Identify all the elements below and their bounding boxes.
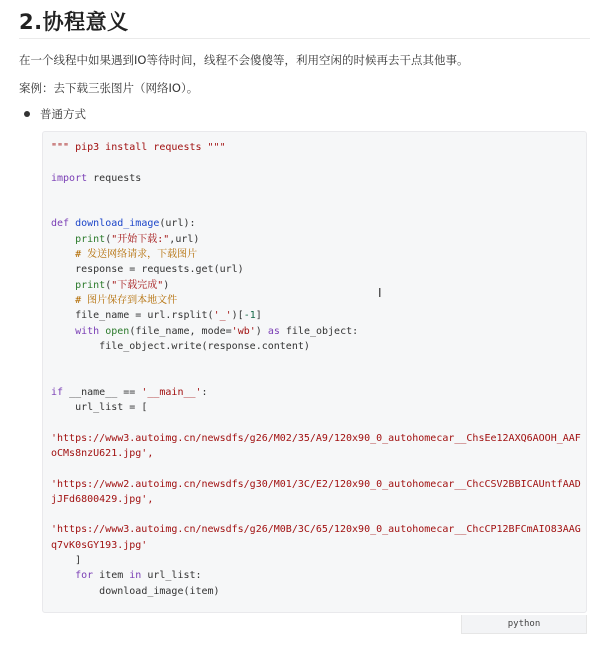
code-text: file_name = url.rsplit( bbox=[75, 310, 214, 322]
code-text: (file_name, mode= bbox=[129, 325, 232, 337]
example-paragraph: 案例：去下载三张图片（网络IO）。 bbox=[19, 81, 199, 95]
code-string: 'wb' bbox=[231, 325, 256, 337]
intro-paragraph: 在一个线程中如果遇到IO等待时间，线程不会傻傻等，利用空闲的时候再去干点其他事。 bbox=[19, 53, 469, 67]
code-url-string: oCMs8nzU621.jpg', bbox=[51, 447, 154, 459]
code-text: ) bbox=[163, 279, 170, 291]
code-comment: # 图片保存到本地文件 bbox=[75, 294, 178, 306]
code-content[interactable] bbox=[43, 132, 586, 599]
code-text: ,url) bbox=[169, 233, 200, 245]
code-keyword: import bbox=[51, 172, 88, 184]
bullet-label: 普通方式 bbox=[40, 107, 86, 121]
code-keyword: with bbox=[75, 325, 100, 337]
code-builtin: print bbox=[75, 279, 106, 291]
code-builtin: print bbox=[75, 233, 106, 245]
code-url-string: 'https://www3.autoimg.cn/newsdfs/g26/M02/35/A9/120x90_0_autohomecar__ChsEe12AXQ6AOOH_AAF bbox=[51, 432, 581, 444]
code-keyword: for bbox=[75, 570, 94, 582]
code-text: ( bbox=[105, 279, 112, 291]
code-string: '__main__' bbox=[141, 386, 202, 398]
code-text: file_object.write(response.content) bbox=[99, 340, 310, 352]
bullet-item bbox=[24, 106, 86, 122]
code-text: download_image(item) bbox=[99, 585, 220, 597]
code-text: file_object: bbox=[279, 325, 359, 337]
code-keyword: in bbox=[129, 570, 142, 582]
code-function-name: download_image bbox=[75, 218, 160, 230]
code-keyword: def bbox=[51, 218, 70, 230]
code-string: '_' bbox=[213, 310, 232, 322]
code-url-string: jJFd6800429.jpg', bbox=[51, 493, 154, 505]
code-builtin: open bbox=[105, 325, 130, 337]
heading-divider bbox=[19, 38, 590, 39]
code-url-string: q7vK0sGY193.jpg' bbox=[51, 539, 148, 551]
code-text: requests bbox=[87, 172, 142, 184]
code-text: __name__ == bbox=[63, 386, 142, 398]
code-text: )[ bbox=[231, 310, 244, 322]
code-text: ( bbox=[105, 233, 112, 245]
code-line: """ pip3 install requests """ bbox=[51, 142, 226, 153]
page-title: 2.协程意义 bbox=[19, 10, 129, 34]
code-block[interactable] bbox=[42, 131, 587, 613]
code-text: item bbox=[93, 570, 130, 582]
code-text: url_list: bbox=[141, 570, 202, 582]
code-comment: # 发送网络请求，下载图片 bbox=[75, 249, 198, 261]
code-number: -1 bbox=[243, 310, 256, 322]
code-keyword: as bbox=[267, 325, 280, 337]
code-text: ) bbox=[255, 325, 268, 337]
code-text: url_list = [ bbox=[75, 402, 148, 414]
bullet-dot-icon bbox=[24, 111, 30, 117]
code-string: "下载完成" bbox=[111, 279, 164, 291]
code-text: ] bbox=[75, 555, 82, 567]
code-language-selector[interactable]: python bbox=[461, 615, 587, 634]
code-keyword: if bbox=[51, 386, 64, 398]
code-text: response = requests.get(url) bbox=[75, 264, 244, 276]
code-url-string: 'https://www3.autoimg.cn/newsdfs/g26/M0B/3C/65/120x90_0_autohomecar__ChcCP12BFCmAIO83AAG bbox=[51, 524, 581, 536]
code-url-string: 'https://www2.autoimg.cn/newsdfs/g30/M01/3C/E2/120x90_0_autohomecar__ChcCSV2BBICAUntfAAD bbox=[51, 478, 581, 490]
code-text: : bbox=[201, 386, 208, 398]
text-cursor-icon: I bbox=[378, 286, 382, 300]
code-text: ] bbox=[255, 310, 262, 322]
code-text: (url): bbox=[159, 218, 196, 230]
code-string: "开始下载:" bbox=[111, 233, 170, 245]
